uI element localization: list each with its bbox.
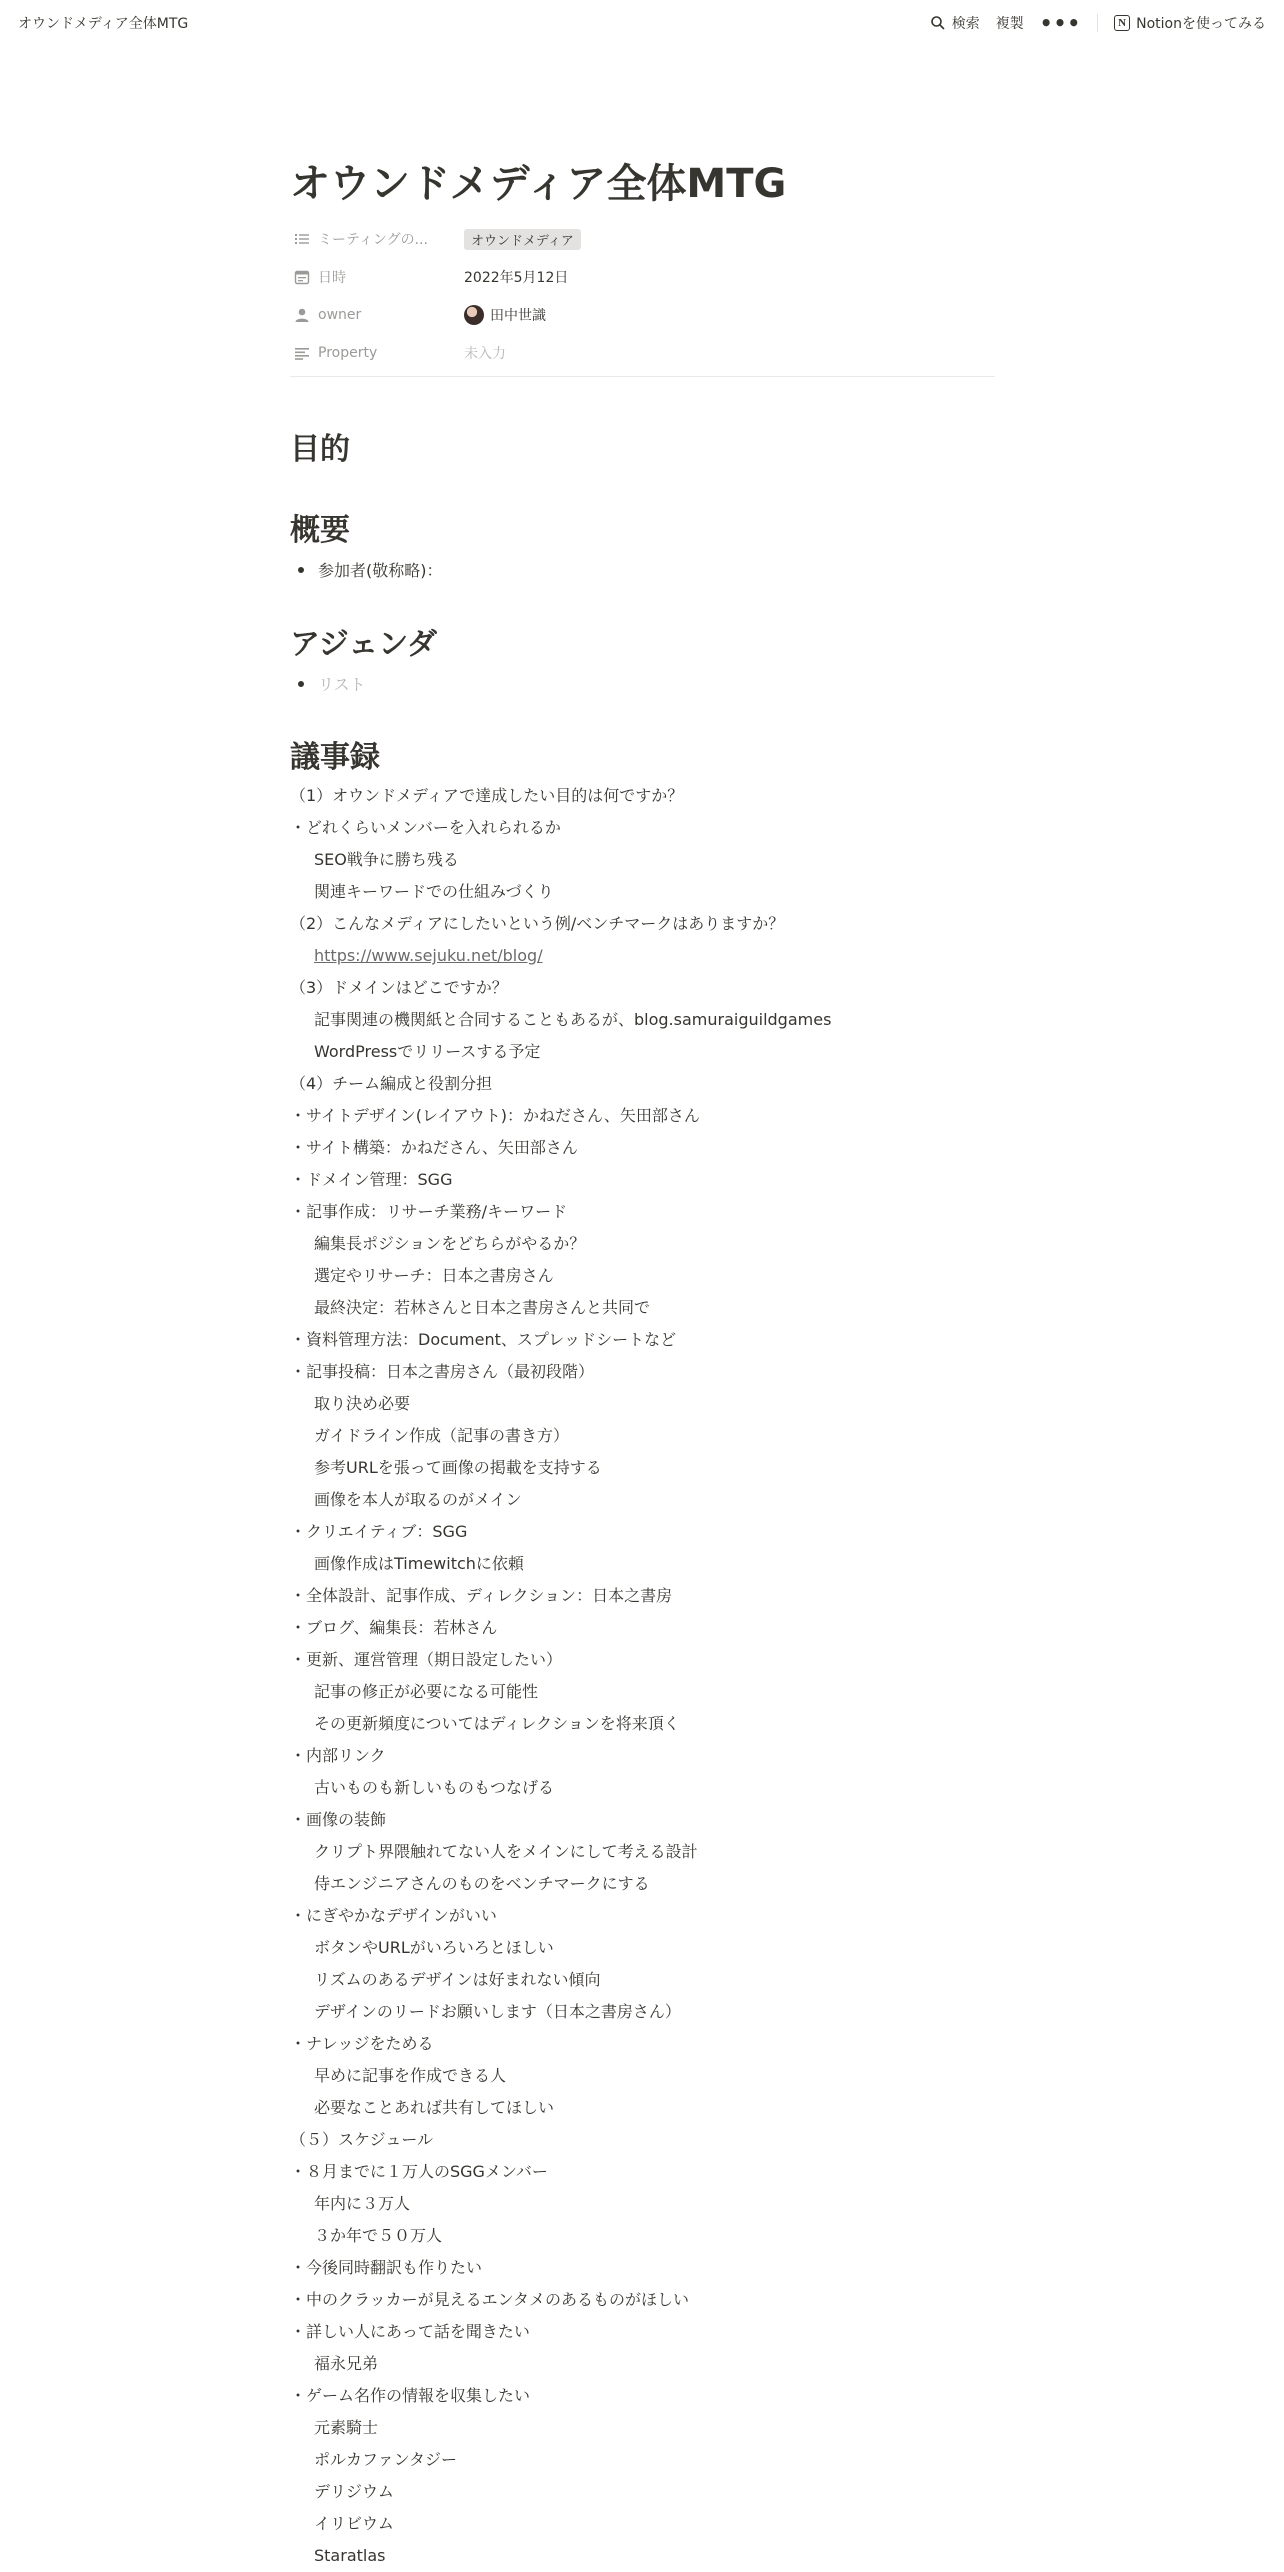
minutes-line[interactable]: 編集長ポジションをどちらがやるか？: [314, 1234, 586, 1253]
minutes-line[interactable]: 参考URLを張って画像の掲載を支持する: [314, 1458, 602, 1477]
property-empty-value[interactable]: 未入力: [464, 346, 506, 362]
page-title[interactable]: オウンドメディア全体MTG: [290, 161, 787, 207]
property-name: [290, 267, 464, 287]
list-item-text: リスト: [318, 675, 366, 694]
minutes-line[interactable]: ・サイトデザイン(レイアウト)：かねださん、矢田部さん: [290, 1106, 700, 1125]
search-label: 検索: [951, 16, 980, 32]
minutes-line[interactable]: デリジウム: [314, 2482, 394, 2501]
minutes-line[interactable]: ・画像の装飾: [290, 1810, 387, 1829]
heading-minutes[interactable]: 議事録: [290, 740, 380, 775]
list-item[interactable]: [298, 672, 366, 695]
property-row-meeting-type[interactable]: [290, 220, 995, 258]
minutes-line[interactable]: [290, 940, 995, 972]
minutes-line[interactable]: ・どれくらいメンバーを入れられるか: [290, 818, 561, 837]
minutes-line[interactable]: ・中のクラッカーが見えるエンタメのあるものがほしい: [290, 2290, 690, 2309]
minutes-line[interactable]: 侍エンジニアさんのものをベンチマークにする: [314, 1874, 650, 1893]
minutes-line[interactable]: ・クリエイティブ：SGG: [290, 1522, 468, 1541]
properties-divider: [290, 376, 995, 377]
minutes-line[interactable]: 古いものも新しいものもつなげる: [314, 1778, 555, 1797]
minutes-line[interactable]: ・８月までに１万人のSGGメンバー: [290, 2162, 548, 2181]
minutes-line[interactable]: ・記事投稿：日本之書房さん（最初段階）: [290, 1362, 595, 1381]
minutes-line[interactable]: SEO戦争に勝ち残る: [314, 850, 459, 869]
property-label: 日時: [318, 270, 346, 286]
minutes-line[interactable]: 選定やリサーチ：日本之書房さん: [314, 1266, 554, 1285]
minutes-line[interactable]: その更新頻度についてはディレクションを将来頂く: [314, 1714, 680, 1733]
more-options-icon[interactable]: •••: [1039, 11, 1082, 35]
bullet-dot: [298, 567, 304, 573]
minutes-line[interactable]: Staratlas: [314, 2546, 386, 2565]
bullet-dot: [298, 681, 304, 687]
calendar-icon: [294, 269, 310, 285]
minutes-line[interactable]: ・ゲーム名作の情報を収集したい: [290, 2386, 531, 2405]
toolbar-divider: [1097, 14, 1098, 32]
minutes-line[interactable]: 画像を本人が取るのがメイン: [314, 1490, 522, 1509]
minutes-line[interactable]: デザインのリードお願いします（日本之書房さん）: [314, 2002, 681, 2021]
top-bar: [0, 0, 1284, 46]
minutes-line[interactable]: ・にぎやかなデザインがいい: [290, 1906, 497, 1925]
minutes-line[interactable]: 早めに記事を作成できる人: [314, 2066, 507, 2085]
minutes-line[interactable]: ガイドライン作成（記事の書き方）: [314, 1426, 570, 1445]
minutes-line[interactable]: 年内に３万人: [314, 2194, 411, 2213]
minutes-line[interactable]: 取り決め必要: [314, 1394, 411, 1413]
notion-logo-icon: N: [1114, 15, 1130, 31]
heading-agenda[interactable]: アジェンダ: [290, 627, 437, 662]
minutes-line[interactable]: 記事関連の機関紙と合同することもあるが、blog.samuraiguildgames: [314, 1010, 832, 1029]
minutes-line[interactable]: ・資料管理方法：Document、スプレッドシートなど: [290, 1330, 677, 1349]
minutes-line[interactable]: ・ナレッジをためる: [290, 2034, 434, 2053]
minutes-line[interactable]: ３か年で５０万人: [314, 2226, 443, 2245]
minutes-line[interactable]: ・更新、運営管理（期日設定したい）: [290, 1650, 563, 1669]
minutes-line[interactable]: ・今後同時翻訳も作りたい: [290, 2258, 483, 2277]
list-item[interactable]: [298, 558, 443, 581]
person-icon: [294, 307, 310, 323]
minutes-line[interactable]: 画像作成はTimewitchに依頼: [314, 1554, 524, 1573]
minutes-line[interactable]: イリビウム: [314, 2514, 394, 2533]
minutes-line[interactable]: 必要なことあれば共有してほしい: [314, 2098, 555, 2117]
list-item-text: 参加者(敬称略)：: [318, 561, 443, 580]
minutes-line[interactable]: ・全体設計、記事作成、ディレクション：日本之書房: [290, 1586, 673, 1605]
property-name: [290, 229, 464, 249]
minutes-line[interactable]: （4）チーム編成と役割分担: [290, 1074, 493, 1093]
properties-table: [290, 220, 995, 372]
minutes-line[interactable]: ・記事作成：リサーチ業務/キーワード: [290, 1202, 568, 1221]
property-name: [290, 345, 464, 361]
list-icon: [294, 231, 310, 247]
minutes-line[interactable]: ポルカファンタジー: [314, 2450, 458, 2469]
property-label: ミーティングの...: [318, 232, 428, 248]
breadcrumb[interactable]: オウンドメディア全体MTG: [18, 16, 189, 32]
heading-purpose[interactable]: 目的: [290, 432, 350, 467]
minutes-line[interactable]: ・ドメイン管理：SGG: [290, 1170, 453, 1189]
minutes-line[interactable]: リズムのあるデザインは好まれない傾向: [314, 1970, 601, 1989]
property-label: Property: [318, 345, 378, 361]
minutes-line[interactable]: ・ブログ、編集長：若林さん: [290, 1618, 498, 1637]
top-actions: [930, 13, 1266, 33]
minutes-line[interactable]: （2）こんなメディアにしたいという例/ベンチマークはありますか？: [290, 914, 785, 933]
search-icon: [930, 15, 946, 31]
minutes-line[interactable]: （3）ドメインはどこですか？: [290, 978, 508, 997]
duplicate-label: 複製: [995, 16, 1024, 32]
minutes-line[interactable]: 最終決定：若林さんと日本之書房さんと共同で: [314, 1298, 651, 1317]
minutes-line[interactable]: 元素騎士: [314, 2418, 379, 2437]
property-row-owner[interactable]: [290, 296, 995, 334]
property-row-date[interactable]: [290, 258, 995, 296]
avatar: [464, 305, 484, 325]
minutes-line[interactable]: 福永兄弟: [314, 2354, 379, 2373]
heading-overview[interactable]: 概要: [290, 513, 350, 548]
minutes-line[interactable]: クリプト界隈触れてない人をメインにして考える設計: [314, 1842, 698, 1861]
minutes-body: [290, 780, 995, 2572]
date-value[interactable]: 2022年5月12日: [464, 270, 569, 286]
property-name: [290, 307, 464, 323]
minutes-line[interactable]: ・詳しい人にあって話を聞きたい: [290, 2322, 530, 2341]
try-notion-button[interactable]: [1114, 13, 1266, 33]
property-label: owner: [318, 307, 362, 323]
minutes-line[interactable]: ・サイト構築：かねださん、矢田部さん: [290, 1138, 578, 1157]
minutes-line[interactable]: 記事の修正が必要になる可能性: [314, 1682, 539, 1701]
try-notion-label: Notionを使ってみる: [1136, 16, 1266, 32]
minutes-line[interactable]: （５）スケジュール: [290, 2130, 434, 2149]
text-icon: [294, 345, 310, 361]
minutes-line[interactable]: 関連キーワードでの仕組みづくり: [314, 882, 554, 901]
search-button[interactable]: [930, 13, 980, 33]
owner-name[interactable]: 田中世識: [490, 308, 546, 324]
minutes-line[interactable]: （1）オウンドメディアで達成したい目的は何ですか？: [290, 786, 684, 805]
meeting-type-tag[interactable]: オウンドメディア: [464, 229, 581, 250]
minutes-line[interactable]: ・内部リンク: [290, 1746, 386, 1765]
minutes-line[interactable]: ボタンやURLがいろいろとほしい: [314, 1938, 554, 1957]
minutes-line[interactable]: WordPressでリリースする予定: [314, 1042, 541, 1061]
link[interactable]: https://www.sejuku.net/blog/: [314, 946, 543, 965]
property-row-property[interactable]: [290, 334, 995, 372]
duplicate-button[interactable]: [996, 13, 1024, 33]
